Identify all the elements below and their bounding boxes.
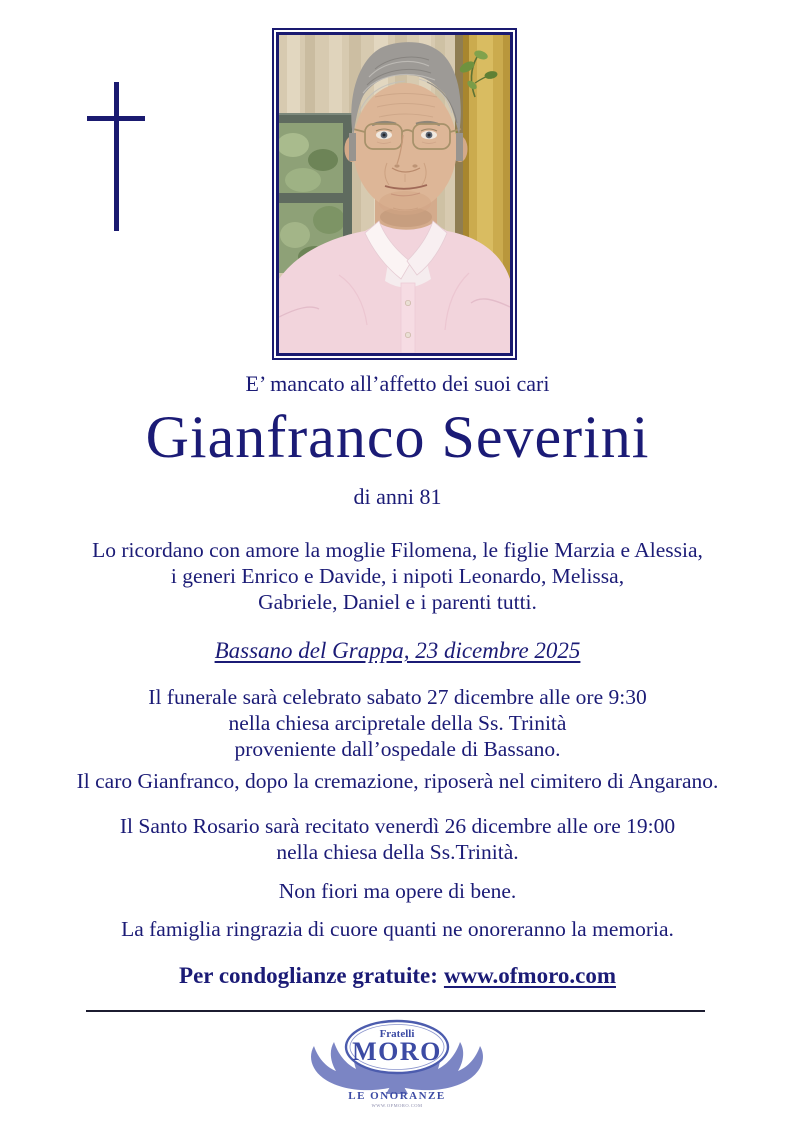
portrait-photo (276, 32, 513, 356)
rosary-line-2: nella chiesa della Ss.Trinità. (276, 840, 519, 864)
rosary-line-1: Il Santo Rosario sarà recitato venerdì 26 dicembre alle ore 19:00 (119, 814, 676, 838)
family-line-2: i generi Enrico e Davide, i nipoti Leonardo, Melissa, (170, 564, 625, 588)
flowers-line: Non fiori ma opere di bene. (278, 879, 517, 903)
place-date-text: Bassano del Grappa, 23 dicembre 2025 (214, 638, 581, 663)
cross-vertical-bar (114, 82, 119, 231)
funeral-paragraph (0, 684, 795, 762)
family-line-1: Lo ricordano con amore la moglie Filomena, le figlie Marzia e Alessia, (92, 538, 703, 562)
place-date-line (0, 638, 795, 664)
condolences-link[interactable]: www.ofmoro.com (443, 963, 616, 988)
condolences-line (0, 963, 795, 989)
cross-horizontal-bar (87, 116, 145, 121)
logo-top-text: Fratelli (379, 1028, 415, 1040)
rosary-paragraph (0, 813, 795, 865)
condolences-label: Per condoglianze gratuite: (179, 963, 438, 988)
family-line-3: Gabriele, Daniel e i parenti tutti. (258, 590, 537, 614)
funeral-home-logo (305, 1016, 489, 1112)
portrait-photo-frame (272, 28, 517, 360)
family-paragraph (0, 537, 795, 615)
logo-url-small: WWW.OFMORO.COM (371, 1103, 423, 1108)
cremation-line: Il caro Gianfranco, dopo la cremazione, riposerà nel cimitero di Angarano. (76, 769, 719, 793)
logo-name: MORO (352, 1037, 442, 1066)
footer-divider (86, 1010, 705, 1012)
intro-line: E’ mancato all’affetto dei suoi cari (245, 371, 550, 396)
age-line: di anni 81 (353, 484, 442, 509)
funeral-line-2: nella chiesa arcipretale della Ss. Trinità (228, 711, 567, 735)
logo-subtitle: LE ONORANZE (348, 1090, 446, 1102)
funeral-line-1: Il funerale sarà celebrato sabato 27 dicembre alle ore 9:30 (148, 685, 647, 709)
funeral-line-3: proveniente dall’ospedale di Bassano. (234, 737, 561, 761)
deceased-name: Gianfranco Severini (145, 404, 650, 470)
thanks-line: La famiglia ringrazia di cuore quanti ne onoreranno la memoria. (121, 917, 674, 941)
